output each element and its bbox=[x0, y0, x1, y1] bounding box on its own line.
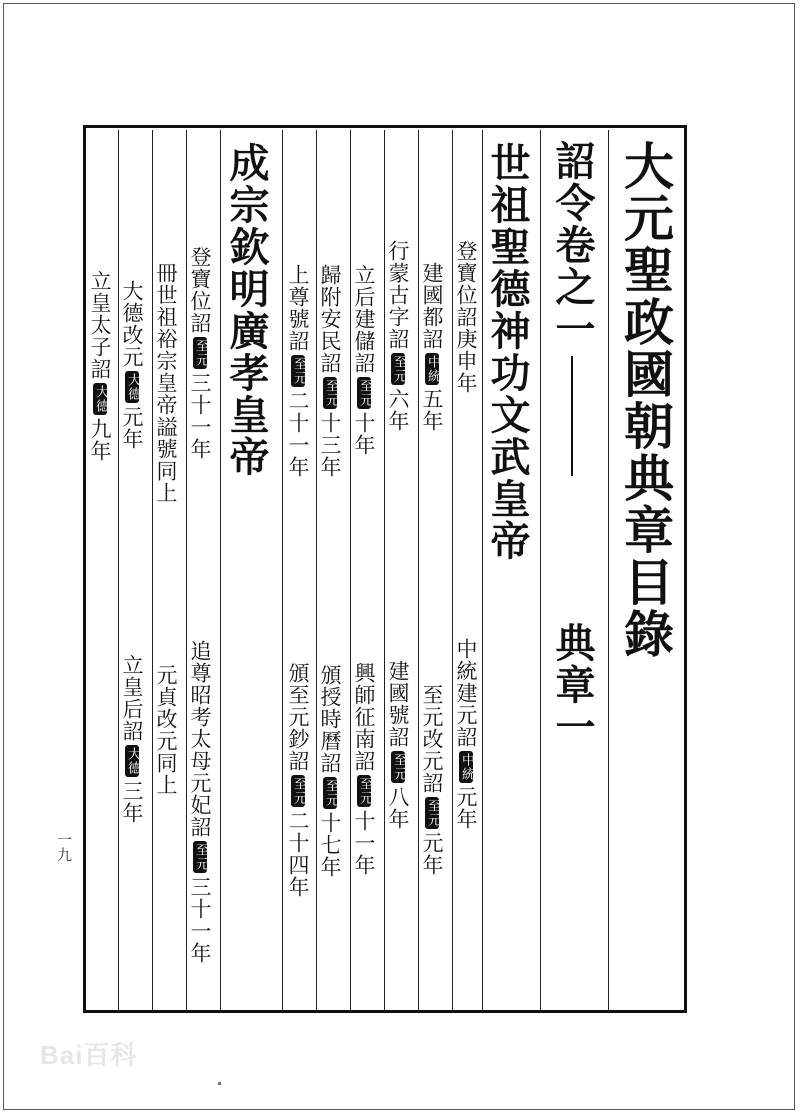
entry-column-shizu-2b bbox=[421, 684, 442, 876]
page-frame bbox=[83, 125, 687, 1013]
entry-date: 三十一年 bbox=[188, 372, 212, 460]
watermark-logo: Bai百科 bbox=[40, 1040, 138, 1070]
reign-title-chengzong: 成宗欽明廣孝皇帝 bbox=[223, 142, 270, 478]
era-tag: 至元 bbox=[391, 753, 406, 781]
entry-date: 三年 bbox=[120, 780, 144, 824]
reign-title-shizu: 世祖聖德神功文武皇帝 bbox=[484, 142, 531, 562]
page-number: 一九 bbox=[55, 832, 73, 862]
column-rule bbox=[418, 130, 419, 1010]
entry-column-shizu-6 bbox=[287, 264, 308, 478]
entry-date: 十一年 bbox=[352, 810, 376, 876]
era-tag: 大德 bbox=[125, 747, 140, 775]
entry-date: 九年 bbox=[88, 418, 112, 462]
column-rule bbox=[350, 130, 351, 1010]
paper-speck bbox=[218, 1082, 221, 1085]
column-rule bbox=[384, 130, 385, 1010]
entry-column-shizu-4 bbox=[353, 264, 374, 456]
entry-column-shizu-1b bbox=[455, 638, 476, 830]
entry-date: 十七年 bbox=[318, 812, 342, 878]
column-rule bbox=[608, 130, 609, 1010]
entry-column-chengzong-1 bbox=[189, 246, 210, 460]
entry-title: 登寶位詔 bbox=[188, 246, 212, 334]
era-tag: 至元 bbox=[291, 777, 306, 805]
entry-date: 同上 bbox=[154, 460, 178, 504]
era-tag: 至元 bbox=[323, 379, 338, 407]
entry-title: 大德改元 bbox=[120, 280, 144, 368]
entry-column-shizu-3 bbox=[387, 240, 408, 432]
volume-dash bbox=[571, 356, 573, 476]
entry-column-chengzong-2 bbox=[155, 262, 176, 504]
entry-date: 二十四年 bbox=[286, 810, 310, 898]
era-tag: 中統 bbox=[425, 355, 440, 383]
entry-title: 冊世祖裕宗皇帝謚號 bbox=[154, 262, 178, 460]
era-tag: 至元 bbox=[323, 779, 338, 807]
entry-date: 六年 bbox=[386, 388, 410, 432]
entry-column-shizu-6b bbox=[287, 662, 308, 898]
era-tag: 至元 bbox=[357, 379, 372, 407]
entry-title: 至元改元詔 bbox=[420, 684, 444, 794]
era-tag: 至元 bbox=[357, 777, 372, 805]
column-rule bbox=[282, 130, 283, 1010]
entry-title: 追尊昭考太母元妃詔 bbox=[188, 640, 212, 838]
entry-column-shizu-5 bbox=[319, 264, 340, 478]
entry-date: 二十一年 bbox=[286, 390, 310, 478]
entry-title: 頒至元鈔詔 bbox=[286, 662, 310, 772]
era-tag: 至元 bbox=[193, 339, 208, 367]
era-tag: 至元 bbox=[425, 799, 440, 827]
entry-title: 建國都詔 bbox=[420, 262, 444, 350]
document-title: 大元聖政國朝典章目錄 bbox=[616, 140, 675, 660]
column-rule bbox=[316, 130, 317, 1010]
entry-title: 建國號詔 bbox=[386, 660, 410, 748]
era-tag: 至元 bbox=[291, 357, 306, 385]
entry-date: 三十一年 bbox=[188, 876, 212, 964]
entry-date: 十年 bbox=[352, 412, 376, 456]
era-tag: 至元 bbox=[391, 355, 406, 383]
entry-column-chengzong-3 bbox=[121, 280, 142, 450]
era-tag: 大德 bbox=[93, 385, 108, 413]
entry-column-chengzong-3b bbox=[121, 654, 142, 824]
entry-column-chengzong-1b bbox=[189, 640, 210, 964]
entry-date: 元年 bbox=[454, 786, 478, 830]
volume-header bbox=[549, 140, 596, 748]
era-tag: 大德 bbox=[125, 373, 140, 401]
column-rule bbox=[540, 130, 541, 1010]
entry-column-shizu-5b bbox=[319, 664, 340, 878]
entry-column-shizu-2 bbox=[421, 262, 442, 432]
column-rule bbox=[482, 130, 483, 1010]
entry-title: 立皇太子詔 bbox=[88, 270, 112, 380]
section-label: 典章一 bbox=[549, 622, 596, 748]
entry-title: 立后建儲詔 bbox=[352, 264, 376, 374]
entry-title: 登寶位詔 bbox=[454, 240, 478, 328]
entry-title: 行蒙古字詔 bbox=[386, 240, 410, 350]
volume-label: 詔令卷之 bbox=[549, 140, 596, 308]
entry-column-shizu-1 bbox=[455, 240, 476, 394]
column-rule bbox=[186, 130, 187, 1010]
entry-column-chengzong-2b bbox=[155, 664, 176, 796]
entry-date: 庚申年 bbox=[454, 328, 478, 394]
entry-title: 立皇后詔 bbox=[120, 654, 144, 742]
volume-number: 一 bbox=[549, 308, 596, 350]
entry-title: 中統建元詔 bbox=[454, 638, 478, 748]
entry-title: 興師征南詔 bbox=[352, 662, 376, 772]
entry-date: 元年 bbox=[420, 832, 444, 876]
entry-date: 十三年 bbox=[318, 412, 342, 478]
column-rule bbox=[452, 130, 453, 1010]
entry-column-shizu-3b bbox=[387, 660, 408, 830]
column-rule bbox=[220, 130, 221, 1010]
entry-title: 上尊號詔 bbox=[286, 264, 310, 352]
era-tag: 中統 bbox=[459, 753, 474, 781]
entry-title: 元貞改元 bbox=[154, 664, 178, 752]
column-rule bbox=[152, 130, 153, 1010]
entry-date: 五年 bbox=[420, 388, 444, 432]
entry-column-chengzong-4 bbox=[89, 270, 110, 462]
entry-date: 八年 bbox=[386, 786, 410, 830]
entry-title: 頒授時曆詔 bbox=[318, 664, 342, 774]
column-rule bbox=[118, 130, 119, 1010]
era-tag: 至元 bbox=[193, 843, 208, 871]
entry-date: 元年 bbox=[120, 406, 144, 450]
entry-column-shizu-4b bbox=[353, 662, 374, 876]
entry-date: 同上 bbox=[154, 752, 178, 796]
entry-title: 歸附安民詔 bbox=[318, 264, 342, 374]
